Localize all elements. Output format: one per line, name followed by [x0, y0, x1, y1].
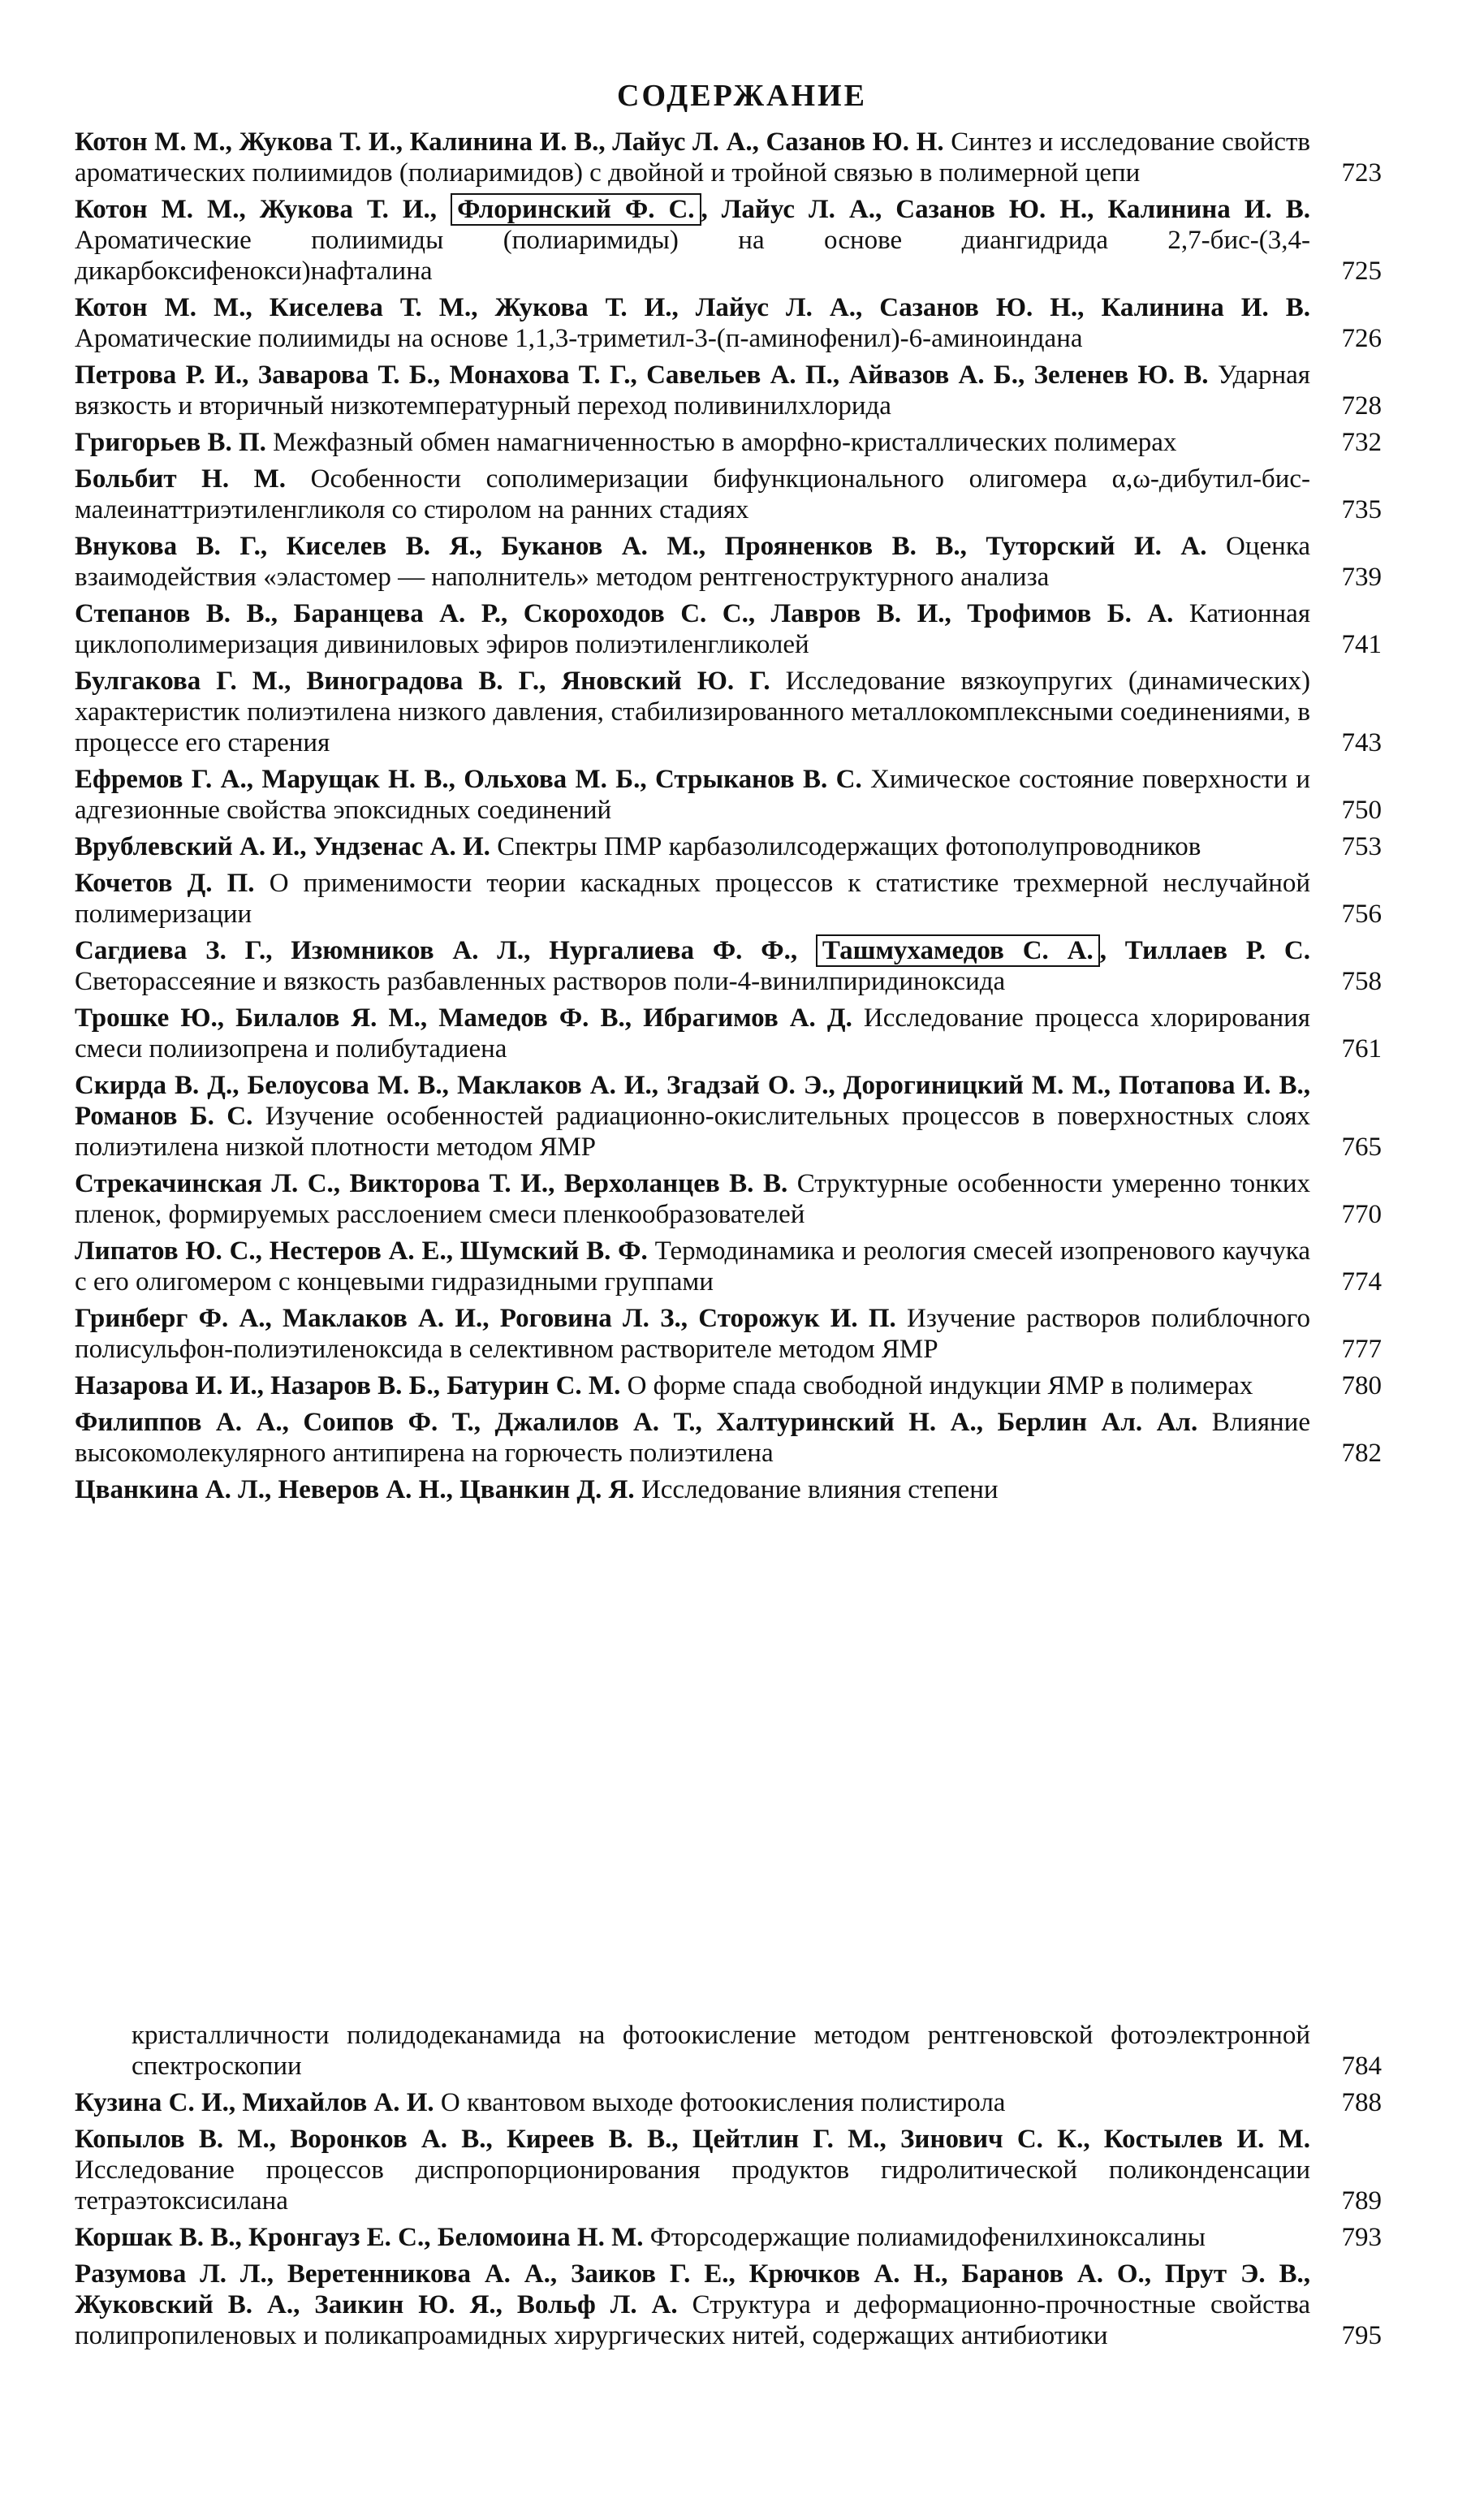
toc-entry: [75, 2259, 1382, 2351]
toc-title: Оценка взаимодействия «эластомер — наполнитель» методом рентгеноструктурного анализа: [75, 532, 1310, 592]
toc-page-number: 741: [1341, 630, 1382, 659]
toc-authors: Больбит Н. М.: [75, 464, 287, 494]
toc-entry: [75, 464, 1382, 525]
toc-title: О форме спада свободной индукции ЯМР в полимерах: [627, 1371, 1253, 1400]
toc-entry-body: [75, 1303, 1310, 1365]
toc-authors: Филиппов А. А., Соипов Ф. Т., Джалилов А. Т., Халтуринский Н. А., Берлин Ал. Ал.: [75, 1408, 1198, 1437]
toc-entry: [75, 292, 1382, 354]
toc-authors: Коршак В. В., Кронгауз Е. С., Беломоина Н. М.: [75, 2223, 644, 2252]
toc-page-number: 774: [1341, 1267, 1382, 1297]
toc-title: Исследование влияния степени: [641, 1475, 999, 1504]
toc-page-number: 735: [1341, 495, 1382, 524]
toc-authors: Разумова Л. Л., Веретенникова А. А., Заиков Г. Е., Крючков А. Н., Баранов А. О., Прут Э. В., Жуковский В. А., Заикин Ю. Я., Вольф Л. А.: [75, 2259, 1310, 2319]
toc-authors-tail: , Лайус Л. А., Сазанов Ю. Н., Калинина И. В.: [701, 195, 1310, 224]
toc-authors: Гринберг Ф. А., Маклаков А. И., Роговина Л. З., Сторожук И. П.: [75, 1304, 896, 1333]
toc-entry: [75, 1407, 1382, 1469]
toc-entry-body: [75, 1070, 1310, 1163]
contents-list-main: [75, 127, 1382, 1511]
toc-authors: Петрова Р. И., Заварова Т. Б., Монахова Т. Г., Савельев А. П., Айвазов А. Б., Зеленев Ю. В.: [75, 360, 1209, 390]
toc-entry: [75, 1168, 1382, 1230]
toc-title: Катионная циклополимеризация дивиниловых эфиров полиэтиленгликолей: [75, 599, 1311, 659]
toc-page-number: 761: [1341, 1034, 1382, 1064]
toc-title: Структурные особенности умеренно тонких пленок, формируемых расслоением смеси пленкообразователей: [75, 1169, 1311, 1229]
toc-boxed-author: Флоринский Ф. С.: [451, 193, 701, 226]
toc-entry-body: [75, 292, 1310, 354]
toc-entry-body: [75, 2087, 1310, 2118]
toc-page-number: 784: [1341, 2052, 1382, 2081]
toc-page-number: 793: [1341, 2223, 1382, 2252]
toc-title: Синтез и исследование свойств ароматических полиимидов (полиаримидов) с двойной и тройной связью в полимерной цепи: [75, 127, 1310, 188]
toc-title: О квантовом выходе фотоокисления полистирола: [440, 2088, 1006, 2117]
toc-entry-body: [75, 868, 1310, 930]
toc-page-number: 723: [1341, 158, 1382, 188]
toc-authors: Назарова И. И., Назаров В. Б., Батурин С. М.: [75, 1371, 621, 1400]
toc-page-number: 765: [1341, 1133, 1382, 1162]
toc-entry: [75, 1370, 1382, 1401]
toc-title: О применимости теории каскадных процессов к статистике трехмерной неслучайной полимеризации: [75, 869, 1311, 929]
toc-page-number: 728: [1341, 391, 1382, 421]
toc-title: Исследование процесса хлорирования смеси полиизопрена и полибутадиена: [75, 1003, 1310, 1064]
toc-entry-body: [75, 831, 1310, 862]
toc-entry: [75, 764, 1382, 826]
contents-list-continued: [75, 2020, 1382, 2357]
toc-title: Светорассеяние и вязкость разбавленных растворов поли-4-винилпиридиноксида: [75, 967, 1006, 996]
toc-entry: [75, 2124, 1382, 2216]
toc-authors: Степанов В. В., Баранцева А. Р., Скороходов С. С., Лавров В. И., Трофимов Б. А.: [75, 599, 1174, 628]
toc-entry-body: [75, 935, 1310, 997]
toc-page-number: 758: [1341, 967, 1382, 996]
toc-entry: [75, 2222, 1382, 2253]
toc-entry: [75, 2020, 1382, 2082]
toc-title: Фторсодержащие полиамидофенилхиноксалины: [649, 2223, 1206, 2252]
toc-entry-body: [75, 427, 1310, 458]
toc-entry-body: [75, 1168, 1310, 1230]
toc-authors: Кочетов Д. П.: [75, 869, 255, 898]
toc-authors: Внукова В. Г., Киселев В. Я., Буканов А. М., Прояненков В. В., Туторский И. А.: [75, 532, 1207, 561]
page-title: СОДЕРЖАНИЕ: [617, 79, 867, 113]
toc-page-number: 777: [1341, 1335, 1382, 1364]
toc-authors: Врублевский А. И., Ундзенас А. И.: [75, 832, 490, 861]
toc-title: Ударная вязкость и вторичный низкотемпературный переход поливинилхлорида: [75, 360, 1310, 421]
toc-entry: [75, 194, 1382, 287]
toc-title: Ароматические полиимиды (полиаримиды) на основе диангидрида 2,7-бис-(3,4-дикарбоксифенокси)нафталина: [75, 226, 1310, 286]
toc-entry: [75, 831, 1382, 862]
toc-entry-body: [75, 464, 1310, 525]
toc-page-number: 753: [1341, 832, 1382, 861]
toc-title: Изучение особенностей радиационно-окислительных процессов в поверхностных слоях полиэтилена низкой плотности методом ЯМР: [75, 1102, 1311, 1162]
toc-boxed-author: Ташмухамедов С. А.: [816, 934, 1100, 967]
toc-title: Изучение растворов полиблочного полисульфон-полиэтиленоксида в селективном растворителе методом ЯМР: [75, 1304, 1310, 1364]
toc-authors-tail: , Тиллаев Р. С.: [1099, 936, 1310, 965]
toc-entry-body: [75, 360, 1310, 421]
toc-page-number: 782: [1341, 1439, 1382, 1468]
toc-authors: Трошке Ю., Билалов Я. М., Мамедов Ф. В., Ибрагимов А. Д.: [75, 1003, 852, 1033]
toc-entry: [75, 935, 1382, 997]
toc-entry-body: [75, 1236, 1310, 1297]
toc-entry-body: [75, 1474, 1310, 1505]
toc-entry-body: [75, 1370, 1310, 1401]
toc-authors: Котон М. М., Жукова Т. И.,: [75, 195, 438, 224]
toc-page-number: 743: [1341, 728, 1382, 757]
toc-authors: Котон М. М., Киселева Т. М., Жукова Т. И., Лайус Л. А., Сазанов Ю. Н., Калинина И. В.: [75, 293, 1310, 322]
toc-entry: [75, 127, 1382, 188]
toc-entry-body: [75, 2222, 1310, 2253]
toc-entry-body: [75, 531, 1310, 593]
toc-entry: [75, 1070, 1382, 1163]
toc-page-number: 756: [1341, 900, 1382, 929]
toc-page-number: 780: [1341, 1371, 1382, 1400]
toc-entry: [75, 868, 1382, 930]
toc-title: Химическое состояние поверхности и адгезионные свойства эпоксидных соединений: [75, 765, 1311, 825]
toc-entry: [75, 360, 1382, 421]
toc-entry-body: [75, 1407, 1310, 1469]
toc-authors: Булгакова Г. М., Виноградова В. Г., Яновский Ю. Г.: [75, 667, 770, 696]
toc-entry: [75, 1474, 1382, 1505]
toc-title: Исследование процессов диспропорционирования продуктов гидролитической поликонденсации тетраэтоксисилана: [75, 2155, 1310, 2216]
toc-authors: Ефремов Г. А., Марущак Н. В., Ольхова М. Б., Стрыканов В. С.: [75, 765, 862, 794]
toc-title: Влияние высокомолекулярного антипирена на горючесть полиэтилена: [75, 1408, 1310, 1468]
toc-authors: Липатов Ю. С., Нестеров А. Е., Шумский В. Ф.: [75, 1236, 648, 1266]
toc-entry: [75, 427, 1382, 458]
toc-authors: Стрекачинская Л. С., Викторова Т. И., Верхоланцев В. В.: [75, 1169, 788, 1198]
toc-entry-body: [75, 2020, 1310, 2082]
toc-entry-body: [75, 1003, 1310, 1064]
toc-title: Межфазный обмен намагниченностью в аморфно-кристаллических полимерах: [273, 428, 1177, 457]
toc-authors: Копылов В. М., Воронков А. В., Киреев В. В., Цейтлин Г. М., Зинович С. К., Костылев И. М.: [75, 2125, 1310, 2154]
toc-title: Спектры ПМР карбазолилсодержащих фотополупроводников: [497, 832, 1201, 861]
toc-entry: [75, 1003, 1382, 1064]
toc-authors: Сагдиева З. Г., Изюмников А. Л., Нургалиева Ф. Ф.,: [75, 936, 798, 965]
toc-page-number: 726: [1341, 324, 1382, 353]
toc-page-number: 739: [1341, 563, 1382, 592]
toc-page-number: 788: [1341, 2088, 1382, 2117]
toc-authors: Кузина С. И., Михайлов А. И.: [75, 2088, 434, 2117]
toc-authors: Котон М. М., Жукова Т. И., Калинина И. В., Лайус Л. А., Сазанов Ю. Н.: [75, 127, 944, 157]
toc-title: Особенности сополимеризации бифункционального олигомера α,ω-дибутил-бис-малеинаттриэтиленгликоля со стиролом на ранних стадиях: [75, 464, 1311, 524]
toc-entry: [75, 598, 1382, 660]
toc-page-number: 732: [1341, 428, 1382, 457]
toc-entry: [75, 531, 1382, 593]
toc-entry-body: [75, 127, 1310, 188]
toc-entry: [75, 1236, 1382, 1297]
toc-entry-body: [75, 2124, 1310, 2216]
toc-title: Структура и деформационно-прочностные свойства полипропиленовых и поликапроамидных хирургических нитей, содержащих антибиотики: [75, 2290, 1310, 2350]
toc-page-number: 789: [1341, 2186, 1382, 2216]
toc-authors: Григорьев В. П.: [75, 428, 266, 457]
toc-authors: Скирда В. Д., Белоусова М. В., Маклаков А. И., Згадзай О. Э., Дорогиницкий М. М., Потапова И. В., Романов Б. С.: [75, 1071, 1310, 1131]
toc-entry-body: [75, 598, 1310, 660]
toc-entry-body: [75, 666, 1310, 758]
toc-entry-body: [75, 194, 1310, 287]
toc-title: Ароматические полиимиды на основе 1,1,3-триметил-3-(п-аминофенил)-6-аминоиндана: [75, 324, 1083, 353]
toc-page-number: 795: [1341, 2321, 1382, 2350]
toc-entry: [75, 666, 1382, 758]
toc-page-number: 725: [1341, 257, 1382, 286]
toc-page-number: 750: [1341, 796, 1382, 825]
toc-authors: Цванкина А. Л., Неверов А. Н., Цванкин Д. Я.: [75, 1475, 635, 1504]
toc-title: кристалличности полидодеканамида на фотоокисление методом рентгеновской фотоэлектронной спектроскопии: [132, 2021, 1310, 2081]
toc-entry-body: [75, 764, 1310, 826]
toc-page-number: 770: [1341, 1200, 1382, 1229]
toc-entry-body: [75, 2259, 1310, 2351]
toc-title: Исследование вязкоупругих (динамических) характеристик полиэтилена низкого давления, стабилизированного металлокомплексными соединениями, в процессе его старения: [75, 667, 1311, 757]
toc-entry: [75, 2087, 1382, 2118]
toc-entry: [75, 1303, 1382, 1365]
toc-title: Термодинамика и реология смесей изопренового каучука с его олигомером с концевыми гидразидными группами: [75, 1236, 1310, 1297]
